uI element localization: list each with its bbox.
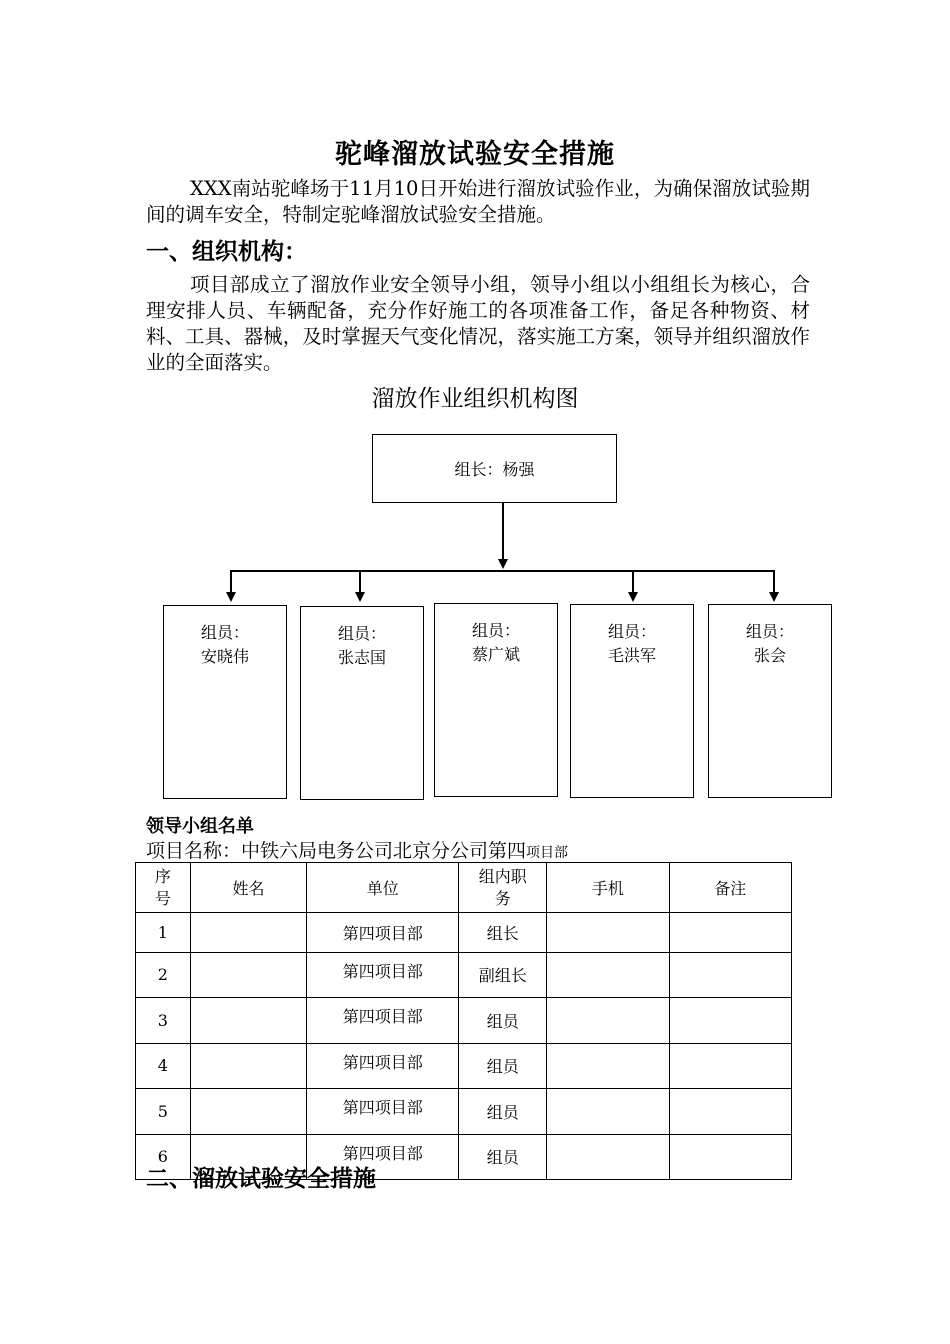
cell-note <box>669 913 791 953</box>
member-box <box>434 603 558 797</box>
member-name: 张会 <box>753 646 786 665</box>
table-row <box>136 913 792 953</box>
member-name: 张志国 <box>337 648 386 667</box>
cell-unit: 第四项目部 <box>307 1134 459 1180</box>
cell-phone <box>547 913 669 953</box>
project-name-line <box>146 836 568 863</box>
table-row <box>136 952 792 998</box>
cell-phone <box>547 1043 669 1089</box>
cell-seq: 4 <box>136 1043 191 1089</box>
table-row <box>136 1089 792 1135</box>
roster-table <box>135 862 792 1180</box>
cell-seq: 1 <box>136 913 191 953</box>
connector-member-2 <box>359 570 361 593</box>
cell-unit: 第四项目部 <box>307 998 459 1044</box>
organization-paragraph: 项目部成立了溜放作业安全领导小组，领导小组以小组组长为核心，合理安排人员、车辆配备，充分作好施工的各项准备工作，备足各种物资、材料、工具、器械，及时掌握天气变化情况，落实施工方案，领导并组织溜放作业的全面落实。 <box>146 273 810 374</box>
leader-label: 组长：杨强 <box>454 460 535 479</box>
member-role: 组员： <box>607 622 656 641</box>
project-name-suffix: 项目部 <box>526 845 569 861</box>
cell-note <box>669 1134 791 1180</box>
cell-name <box>190 1089 306 1135</box>
member-name: 安晓伟 <box>200 647 249 666</box>
cell-seq: 3 <box>136 998 191 1044</box>
cell-phone <box>547 998 669 1044</box>
cell-note <box>669 998 791 1044</box>
cell-phone <box>547 1134 669 1180</box>
connector-member-4 <box>632 570 634 593</box>
cell-unit: 第四项目部 <box>307 952 459 998</box>
cell-note <box>669 1043 791 1089</box>
member-name: 蔡广斌 <box>471 645 520 664</box>
cell-seq: 2 <box>136 952 191 998</box>
connector-bus <box>230 570 773 572</box>
arrow-down-icon <box>355 592 365 602</box>
member-role: 组员： <box>471 621 520 640</box>
cell-name <box>190 913 306 953</box>
intro-paragraph: XXX南站驼峰场于11月10日开始进行溜放试验作业，为确保溜放试验期间的调车安全，特制定驼峰溜放试验安全措施。 <box>146 177 810 226</box>
cell-name <box>190 998 306 1044</box>
table-header-row <box>136 863 792 913</box>
cell-duty: 组长 <box>459 913 547 953</box>
header-phone: 手机 <box>547 863 669 913</box>
arrow-down-icon <box>498 559 508 569</box>
cell-unit: 第四项目部 <box>307 1089 459 1135</box>
cell-note <box>669 952 791 998</box>
member-role: 组员： <box>745 622 794 641</box>
leader-box <box>372 434 617 503</box>
cell-duty: 组员 <box>459 1134 547 1180</box>
header-seq: 序号 <box>136 863 191 913</box>
header-unit: 单位 <box>307 863 459 913</box>
org-chart-title: 溜放作业组织机构图 <box>371 386 579 412</box>
member-role: 组员： <box>337 624 386 643</box>
cell-unit: 第四项目部 <box>307 1043 459 1089</box>
cell-seq: 6 <box>136 1134 191 1180</box>
cell-phone <box>547 1089 669 1135</box>
header-note: 备注 <box>669 863 791 913</box>
project-name: 项目名称：中铁六局电务公司北京分公司第四 <box>146 840 527 862</box>
table-row <box>136 1043 792 1089</box>
document-title: 驼峰溜放试验安全措施 <box>335 139 615 170</box>
header-duty: 组内职务 <box>459 863 547 913</box>
arrow-down-icon <box>226 592 236 602</box>
connector-leader <box>502 503 504 560</box>
cell-unit: 第四项目部 <box>307 913 459 953</box>
member-box <box>163 605 287 799</box>
cell-seq: 5 <box>136 1089 191 1135</box>
cell-name <box>190 1043 306 1089</box>
cell-duty: 副组长 <box>459 952 547 998</box>
member-role: 组员： <box>200 623 249 642</box>
arrow-down-icon <box>769 592 779 602</box>
section-heading-organization: 一、组织机构： <box>146 238 307 265</box>
connector-member-5 <box>773 570 775 593</box>
cell-name <box>190 952 306 998</box>
cell-duty: 组员 <box>459 1089 547 1135</box>
roster-title: 领导小组名单 <box>146 816 254 837</box>
member-box <box>570 604 694 798</box>
cell-duty: 组员 <box>459 1043 547 1089</box>
header-name: 姓名 <box>190 863 306 913</box>
member-name: 毛洪军 <box>607 646 656 665</box>
section-heading-safety: 二、溜放试验安全措施 <box>146 1165 376 1192</box>
connector-member-1 <box>230 570 232 593</box>
member-box <box>708 604 832 798</box>
cell-duty: 组员 <box>459 998 547 1044</box>
arrow-down-icon <box>628 592 638 602</box>
table-row <box>136 998 792 1044</box>
cell-phone <box>547 952 669 998</box>
cell-note <box>669 1089 791 1135</box>
member-box <box>300 606 424 800</box>
